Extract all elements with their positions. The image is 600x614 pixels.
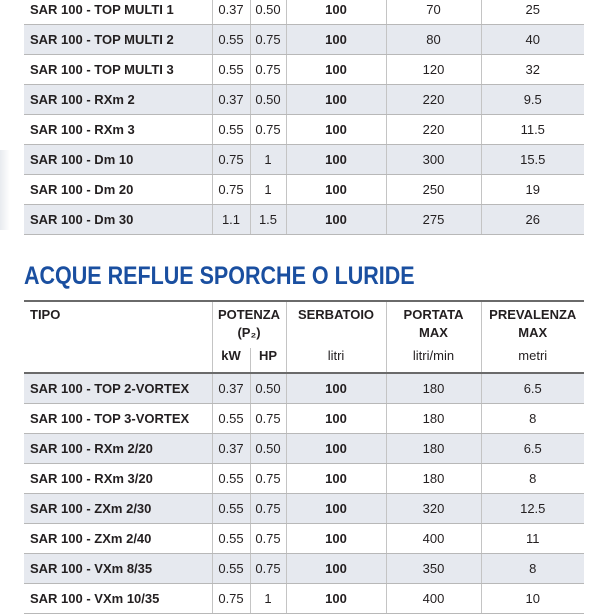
- table-row: [24, 205, 584, 235]
- cell-tipo: SAR 100 - Dm 30: [24, 205, 212, 235]
- cell-prevalenza: 8: [481, 404, 584, 434]
- cell-prevalenza: 26: [481, 205, 584, 235]
- cell-portata: 275: [386, 205, 481, 235]
- cell-hp: 1.5: [250, 205, 286, 235]
- cell-serbatoio: 100: [286, 434, 386, 464]
- cell-portata: 80: [386, 25, 481, 55]
- cell-tipo: SAR 100 - Dm 10: [24, 145, 212, 175]
- header-prevalenza: [481, 301, 584, 348]
- cell-hp: 0.50: [250, 373, 286, 404]
- header-portata-line2: MAX: [419, 325, 448, 340]
- cell-portata: 180: [386, 373, 481, 404]
- cell-prevalenza: 10: [481, 584, 584, 614]
- cell-serbatoio: 100: [286, 584, 386, 614]
- table-row: [24, 584, 584, 614]
- table-row: [24, 404, 584, 434]
- cell-serbatoio: 100: [286, 494, 386, 524]
- cell-hp: 1: [250, 175, 286, 205]
- cell-portata: 220: [386, 115, 481, 145]
- cell-hp: 1: [250, 584, 286, 614]
- cell-hp: 1: [250, 145, 286, 175]
- cell-portata: 400: [386, 584, 481, 614]
- header-potenza-line2: (P₂): [237, 325, 261, 340]
- cell-hp: 0.75: [250, 554, 286, 584]
- header-portata: [386, 301, 481, 348]
- unit-portata: litri/min: [386, 348, 481, 373]
- cell-kw: 0.55: [212, 55, 250, 85]
- cell-tipo: SAR 100 - RXm 3: [24, 115, 212, 145]
- cell-prevalenza: 40: [481, 25, 584, 55]
- table-row: [24, 434, 584, 464]
- cell-tipo: SAR 100 - ZXm 2/40: [24, 524, 212, 554]
- cell-kw: 0.55: [212, 464, 250, 494]
- table-row: [24, 55, 584, 85]
- cell-serbatoio: 100: [286, 404, 386, 434]
- top-product-table: [24, 0, 584, 235]
- cell-portata: 180: [386, 464, 481, 494]
- cell-prevalenza: 15.5: [481, 145, 584, 175]
- cell-tipo: SAR 100 - RXm 2/20: [24, 434, 212, 464]
- cell-kw: 0.55: [212, 494, 250, 524]
- table-row: [24, 524, 584, 554]
- table-row: [24, 494, 584, 524]
- unit-prevalenza: metri: [481, 348, 584, 373]
- header-potenza: [212, 301, 286, 348]
- cell-prevalenza: 6.5: [481, 434, 584, 464]
- table-row: [24, 25, 584, 55]
- cell-prevalenza: 6.5: [481, 373, 584, 404]
- cell-kw: 0.75: [212, 175, 250, 205]
- cell-kw: 0.37: [212, 373, 250, 404]
- cell-serbatoio: 100: [286, 115, 386, 145]
- cell-prevalenza: 25: [481, 0, 584, 25]
- cell-kw: 0.37: [212, 0, 250, 25]
- bottom-table-body: [24, 373, 584, 614]
- table-row: [24, 373, 584, 404]
- cell-kw: 0.55: [212, 554, 250, 584]
- cell-serbatoio: 100: [286, 464, 386, 494]
- cell-hp: 0.75: [250, 115, 286, 145]
- table-row: [24, 145, 584, 175]
- cell-portata: 300: [386, 145, 481, 175]
- cell-kw: 0.75: [212, 145, 250, 175]
- cell-serbatoio: 100: [286, 205, 386, 235]
- table-row: [24, 175, 584, 205]
- cell-hp: 0.75: [250, 25, 286, 55]
- cell-hp: 0.75: [250, 524, 286, 554]
- cell-serbatoio: 100: [286, 554, 386, 584]
- cell-portata: 400: [386, 524, 481, 554]
- cell-serbatoio: 100: [286, 175, 386, 205]
- table-row: [24, 554, 584, 584]
- cell-serbatoio: 100: [286, 85, 386, 115]
- cell-portata: 220: [386, 85, 481, 115]
- cell-hp: 0.50: [250, 0, 286, 25]
- table-row: [24, 115, 584, 145]
- header-potenza-line1: POTENZA: [217, 307, 281, 322]
- cell-kw: 0.55: [212, 115, 250, 145]
- cell-prevalenza: 32: [481, 55, 584, 85]
- cell-serbatoio: 100: [286, 0, 386, 25]
- cell-tipo: SAR 100 - RXm 2: [24, 85, 212, 115]
- cell-portata: 180: [386, 434, 481, 464]
- cell-portata: 120: [386, 55, 481, 85]
- cell-tipo: SAR 100 - RXm 3/20: [24, 464, 212, 494]
- header-prevalenza-line1: PREVALENZA: [489, 307, 577, 322]
- top-table-body: [24, 0, 584, 235]
- cell-kw: 0.75: [212, 584, 250, 614]
- unit-serbatoio: litri: [286, 348, 386, 373]
- cell-hp: 0.75: [250, 55, 286, 85]
- cell-prevalenza: 11.5: [481, 115, 584, 145]
- cell-portata: 250: [386, 175, 481, 205]
- bottom-table-header: [24, 301, 584, 373]
- cell-prevalenza: 8: [481, 554, 584, 584]
- bottom-product-table: [24, 300, 584, 614]
- cell-tipo: SAR 100 - VXm 8/35: [24, 554, 212, 584]
- header-prevalenza-line2: MAX: [518, 325, 548, 340]
- table-row: [24, 464, 584, 494]
- unit-tipo-blank: [24, 348, 212, 373]
- header-portata-line1: PORTATA: [403, 307, 464, 322]
- cell-prevalenza: 9.5: [481, 85, 584, 115]
- cell-portata: 180: [386, 404, 481, 434]
- cell-portata: 70: [386, 0, 481, 25]
- cell-kw: 0.37: [212, 434, 250, 464]
- cell-hp: 0.50: [250, 85, 286, 115]
- unit-kw: kW: [212, 348, 250, 373]
- cell-serbatoio: 100: [286, 25, 386, 55]
- cell-prevalenza: 8: [481, 464, 584, 494]
- cell-hp: 0.75: [250, 464, 286, 494]
- table-row: [24, 85, 584, 115]
- cell-tipo: SAR 100 - TOP MULTI 2: [24, 25, 212, 55]
- cell-tipo: SAR 100 - TOP MULTI 3: [24, 55, 212, 85]
- cell-tipo: SAR 100 - Dm 20: [24, 175, 212, 205]
- cell-tipo: SAR 100 - TOP 3-VORTEX: [24, 404, 212, 434]
- cell-kw: 0.37: [212, 85, 250, 115]
- cell-portata: 350: [386, 554, 481, 584]
- cell-tipo: SAR 100 - TOP MULTI 1: [24, 0, 212, 25]
- unit-hp: HP: [250, 348, 286, 373]
- cell-serbatoio: 100: [286, 55, 386, 85]
- cell-kw: 0.55: [212, 404, 250, 434]
- header-serbatoio: SERBATOIO: [286, 301, 386, 348]
- cell-prevalenza: 12.5: [481, 494, 584, 524]
- cell-serbatoio: 100: [286, 373, 386, 404]
- cell-tipo: SAR 100 - ZXm 2/30: [24, 494, 212, 524]
- cell-serbatoio: 100: [286, 524, 386, 554]
- left-edge-shadow: [0, 150, 10, 230]
- cell-kw: 0.55: [212, 25, 250, 55]
- cell-serbatoio: 100: [286, 145, 386, 175]
- cell-tipo: SAR 100 - TOP 2-VORTEX: [24, 373, 212, 404]
- cell-kw: 0.55: [212, 524, 250, 554]
- cell-kw: 1.1: [212, 205, 250, 235]
- table-row: [24, 0, 584, 25]
- cell-prevalenza: 19: [481, 175, 584, 205]
- cell-prevalenza: 11: [481, 524, 584, 554]
- cell-hp: 0.50: [250, 434, 286, 464]
- cell-portata: 320: [386, 494, 481, 524]
- header-tipo: TIPO: [24, 301, 212, 348]
- section-title: ACQUE REFLUE SPORCHE O LURIDE: [24, 262, 415, 290]
- cell-hp: 0.75: [250, 494, 286, 524]
- cell-tipo: SAR 100 - VXm 10/35: [24, 584, 212, 614]
- cell-hp: 0.75: [250, 404, 286, 434]
